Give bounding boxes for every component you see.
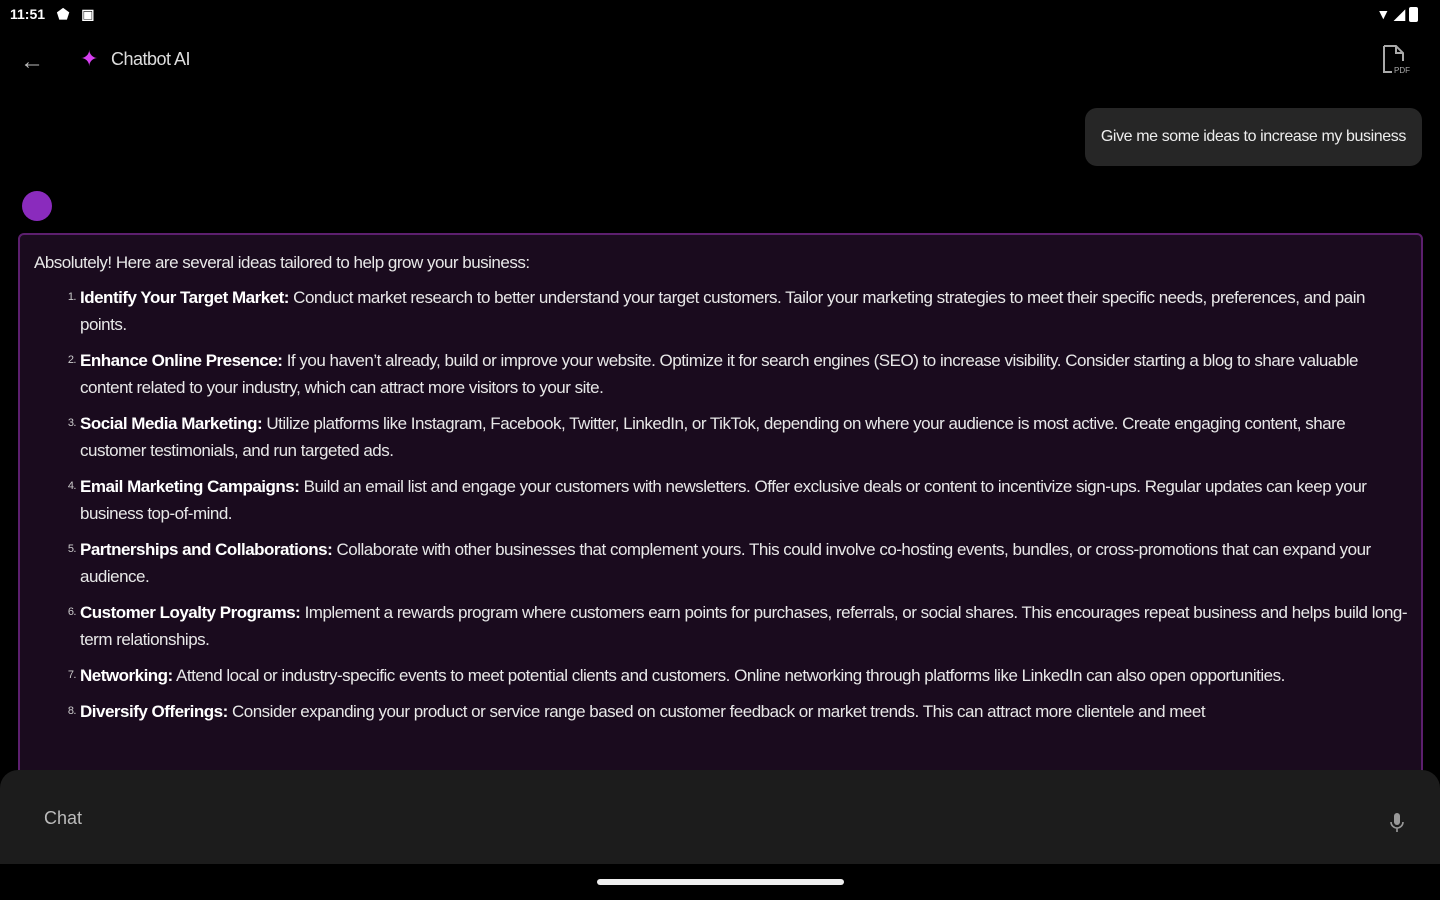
list-item: 5. Partnerships and Collaborations: Collaborate with other businesses that complement yours. This could involve co-hosting events, bundles, or cross-promotions that can expand your audience. <box>67 540 1371 586</box>
list-item: 1. Identify Your Target Market: Conduct market research to better understand your target customers. Tailor your marketing strategies to meet their specific needs, preferences, and pain points. <box>67 288 1365 334</box>
list-item: 6. Customer Loyalty Programs: Implement a rewards program where customers earn points for purchases, referrals, or social shares. This encourages repeat business and helps build long-term relationships. <box>67 603 1408 649</box>
location-icon: ⬟ <box>57 5 70 22</box>
home-gesture-bar[interactable] <box>597 879 844 885</box>
signal-icon: ◢ <box>1394 5 1405 22</box>
page-title: Chatbot AI <box>111 49 191 69</box>
wifi-icon: ▼ <box>1376 6 1391 22</box>
list-item: 7. Networking: Attend local or industry-specific events to meet potential clients and customers. Online networking through platforms like LinkedIn can also open opportunities. <box>67 666 1285 685</box>
chat-input[interactable] <box>44 808 1344 829</box>
bot-avatar-icon <box>22 191 52 221</box>
list-item: 3. Social Media Marketing: Utilize platforms like Instagram, Facebook, Twitter, LinkedIn, or TikTok, depending on where your audience is most active. Create engaging content, share customer testimonials, and run targeted ads. <box>67 414 1346 460</box>
svg-text:PDF: PDF <box>1394 66 1410 75</box>
app-bar <box>0 40 1440 80</box>
sparkle-icon: ✦ <box>80 46 99 71</box>
ideas-list <box>34 284 1407 725</box>
back-arrow-icon[interactable]: ← <box>20 48 44 75</box>
list-item: 8. Diversify Offerings: Consider expanding your product or service range based on customer feedback or market trends. This can attract more clientele and meet <box>67 702 1206 721</box>
notification-icon: ▣ <box>81 5 95 22</box>
list-item: 4. Email Marketing Campaigns: Build an email list and engage your customers with newsletters. Offer exclusive deals or content to incentivize sign-ups. Regular updates can keep your business top-of-mind. <box>67 477 1367 523</box>
status-bar <box>10 4 1418 24</box>
microphone-icon[interactable] <box>1390 812 1404 839</box>
export-pdf-icon[interactable] <box>1380 44 1410 81</box>
status-time: 11:51 <box>10 6 46 22</box>
battery-icon <box>1409 7 1418 22</box>
chat-input-panel <box>0 770 1440 864</box>
list-item: 2. Enhance Online Presence: If you haven’t already, build or improve your website. Optimize it for search engines (SEO) to increase visibility. Consider starting a blog to share valuable content related to your industry, which can attract more visitors to your site. <box>67 351 1358 397</box>
bot-response <box>18 233 1423 793</box>
user-message-bubble: Give me some ideas to increase my business <box>1085 108 1422 166</box>
response-intro: Absolutely! Here are several ideas tailored to help grow your business: <box>34 253 530 272</box>
